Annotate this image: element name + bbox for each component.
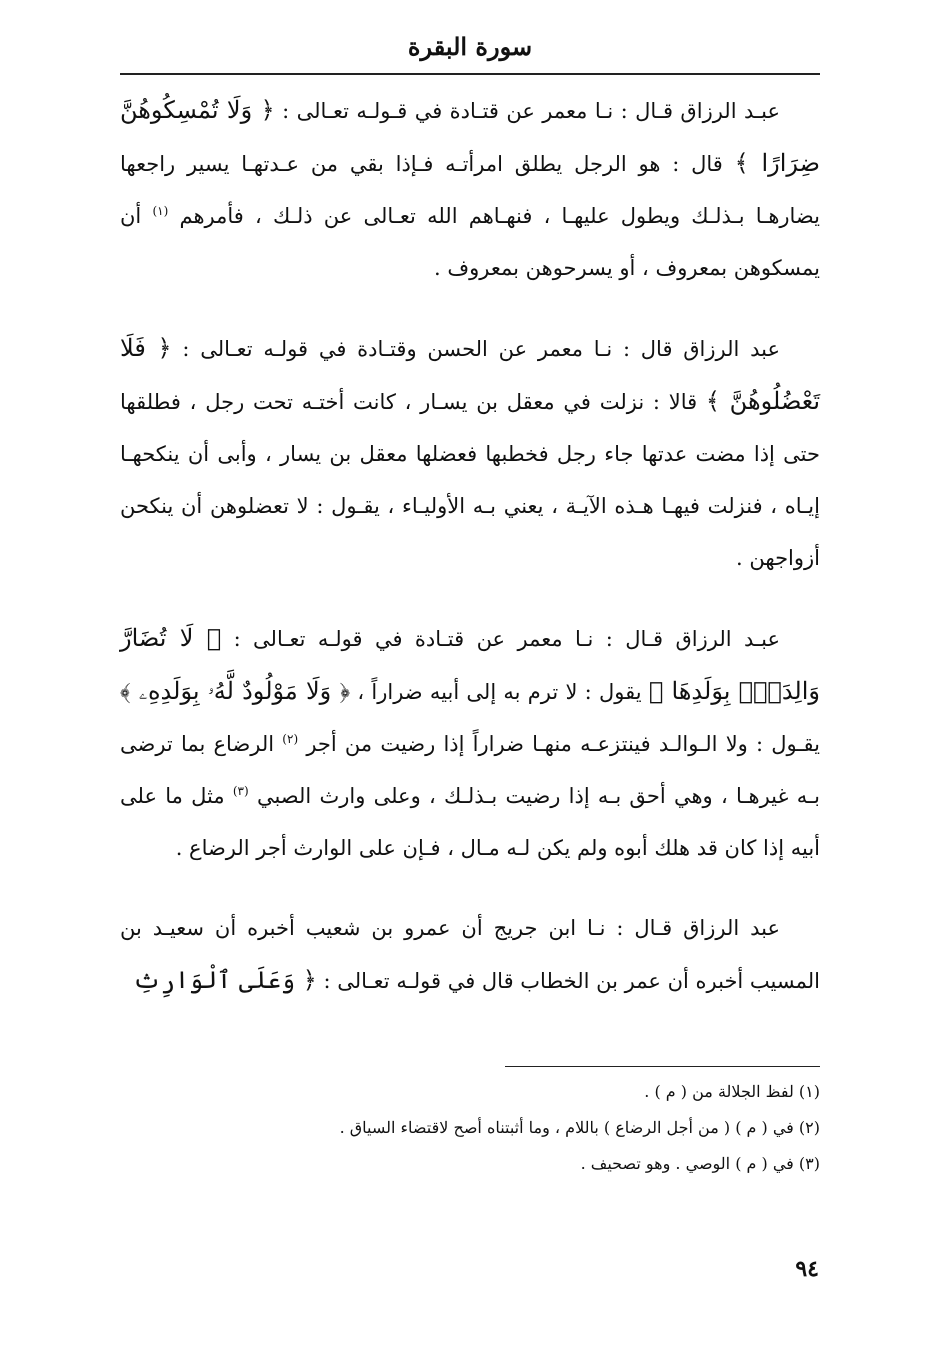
text-run: الرضاع بما ترضى بـه غيرهـا ، وهي أحق بـه إذا رضيت بـذلـك ، وعلى وارث الصبي bbox=[120, 732, 820, 808]
text-run: عبد الرزاق قـال : نـا ابن جريج أن عمرو بن شعيب أخبره أن سعيـد بن المسيب أخبره أن عمر بن الخطاب قال في قولـه تعـالى : bbox=[120, 916, 820, 993]
text-run: يقول : لا ترم به إلى أبيه ضراراً ، bbox=[350, 680, 649, 704]
quran-verse: ﴿ لَا تُضَارَّ وَالِدَةٌۢ بِوَلَدِهَا ﴾ bbox=[120, 624, 820, 705]
footnote-ref: (٣) bbox=[232, 784, 249, 798]
paragraph-1 bbox=[120, 84, 820, 294]
page-number: ٩٤ bbox=[795, 1256, 819, 1282]
footnote-1: (١) لفظ الجلالة من ( م ) . bbox=[644, 1082, 820, 1101]
text-run: أن يمسكوهن بمعروف ، أو يسرحوهن بمعروف . bbox=[120, 204, 820, 280]
paragraph-2 bbox=[120, 322, 820, 584]
body-text bbox=[120, 84, 820, 1035]
text-run: قالا : نزلت في معقل بن يسـار ، كانت أختـه تحت رجل ، فطلقها حتى إذا مضت عدتها جاء رجل فخطبها فعضلها معقل بن يسار ، وأبى أن ينكحهـا إيـاه ، فنزلت فيهـا هـذه الآيـة ، يعني بـه الأوليـاء ، يقـول : لا تعضلوهن أن ينكحن أزواجهن . bbox=[120, 390, 820, 570]
text-run: عبد الرزاق قال : نـا معمر عن الحسن وقتـادة في قولـه تعـالى : bbox=[171, 337, 781, 361]
text-run: يقـول : ولا الـوالـد فينتزعـه منهـا ضراراً إذا رضيت من أجر bbox=[306, 732, 820, 756]
footnote-ref: (١) bbox=[152, 204, 169, 218]
quran-verse: ﴿ وَعَلَى ٱلْوَارِثِ bbox=[132, 966, 317, 994]
text-run: عبـد الرزاق قـال : نـا معمر عن قتـادة في قولـه تعـالى : bbox=[221, 627, 780, 651]
footnote-ref: (٢) bbox=[282, 732, 299, 746]
surah-header: سورة البقرة bbox=[407, 32, 533, 61]
text-run: عبـد الرزاق قـال : نـا معمر عن قتـادة في قـولـه تعـالى : bbox=[274, 99, 780, 123]
paragraph-4 bbox=[120, 902, 820, 1007]
quran-verse: ﴿ وَلَا مَوْلُودٌ لَّهُۥ بِوَلَدِهِۦ ﴾ bbox=[120, 677, 351, 705]
text-run: قال : هو الرجل يطلق امرأتـه فـإذا بقي من عـدتهـا يسير راجعها يضارهـا بـذلـك ويطول عليهـا ، فنهـاهم الله تعـالى عن ذلـك ، فأمرهم bbox=[120, 152, 820, 228]
text-run: مثل ما على أبيه إذا كان قد هلك أبوه ولم يكن لـه مـال ، فـإن على الوارث أجر الرضاع . bbox=[120, 784, 820, 860]
paragraph-3 bbox=[120, 612, 820, 874]
footnote-3: (٣) في ( م ) الوصي . وهو تصحيف . bbox=[580, 1154, 820, 1173]
footnote-2: (٢) في ( م ) ( من أجل الرضاع ) باللام ، وما أثبتناه أصح لاقتضاء السياق . bbox=[339, 1118, 820, 1137]
header-rule bbox=[120, 73, 820, 75]
quran-verse: ﴿ فَلَا تَعْضُلُوهُنَّ ﴾ bbox=[120, 334, 821, 415]
footnote-rule bbox=[505, 1066, 820, 1067]
quran-verse: ﴿ وَلَا تُمْسِكُوهُنَّ ضِرَارًا ﴾ bbox=[120, 96, 820, 177]
footnotes bbox=[120, 1074, 820, 1182]
